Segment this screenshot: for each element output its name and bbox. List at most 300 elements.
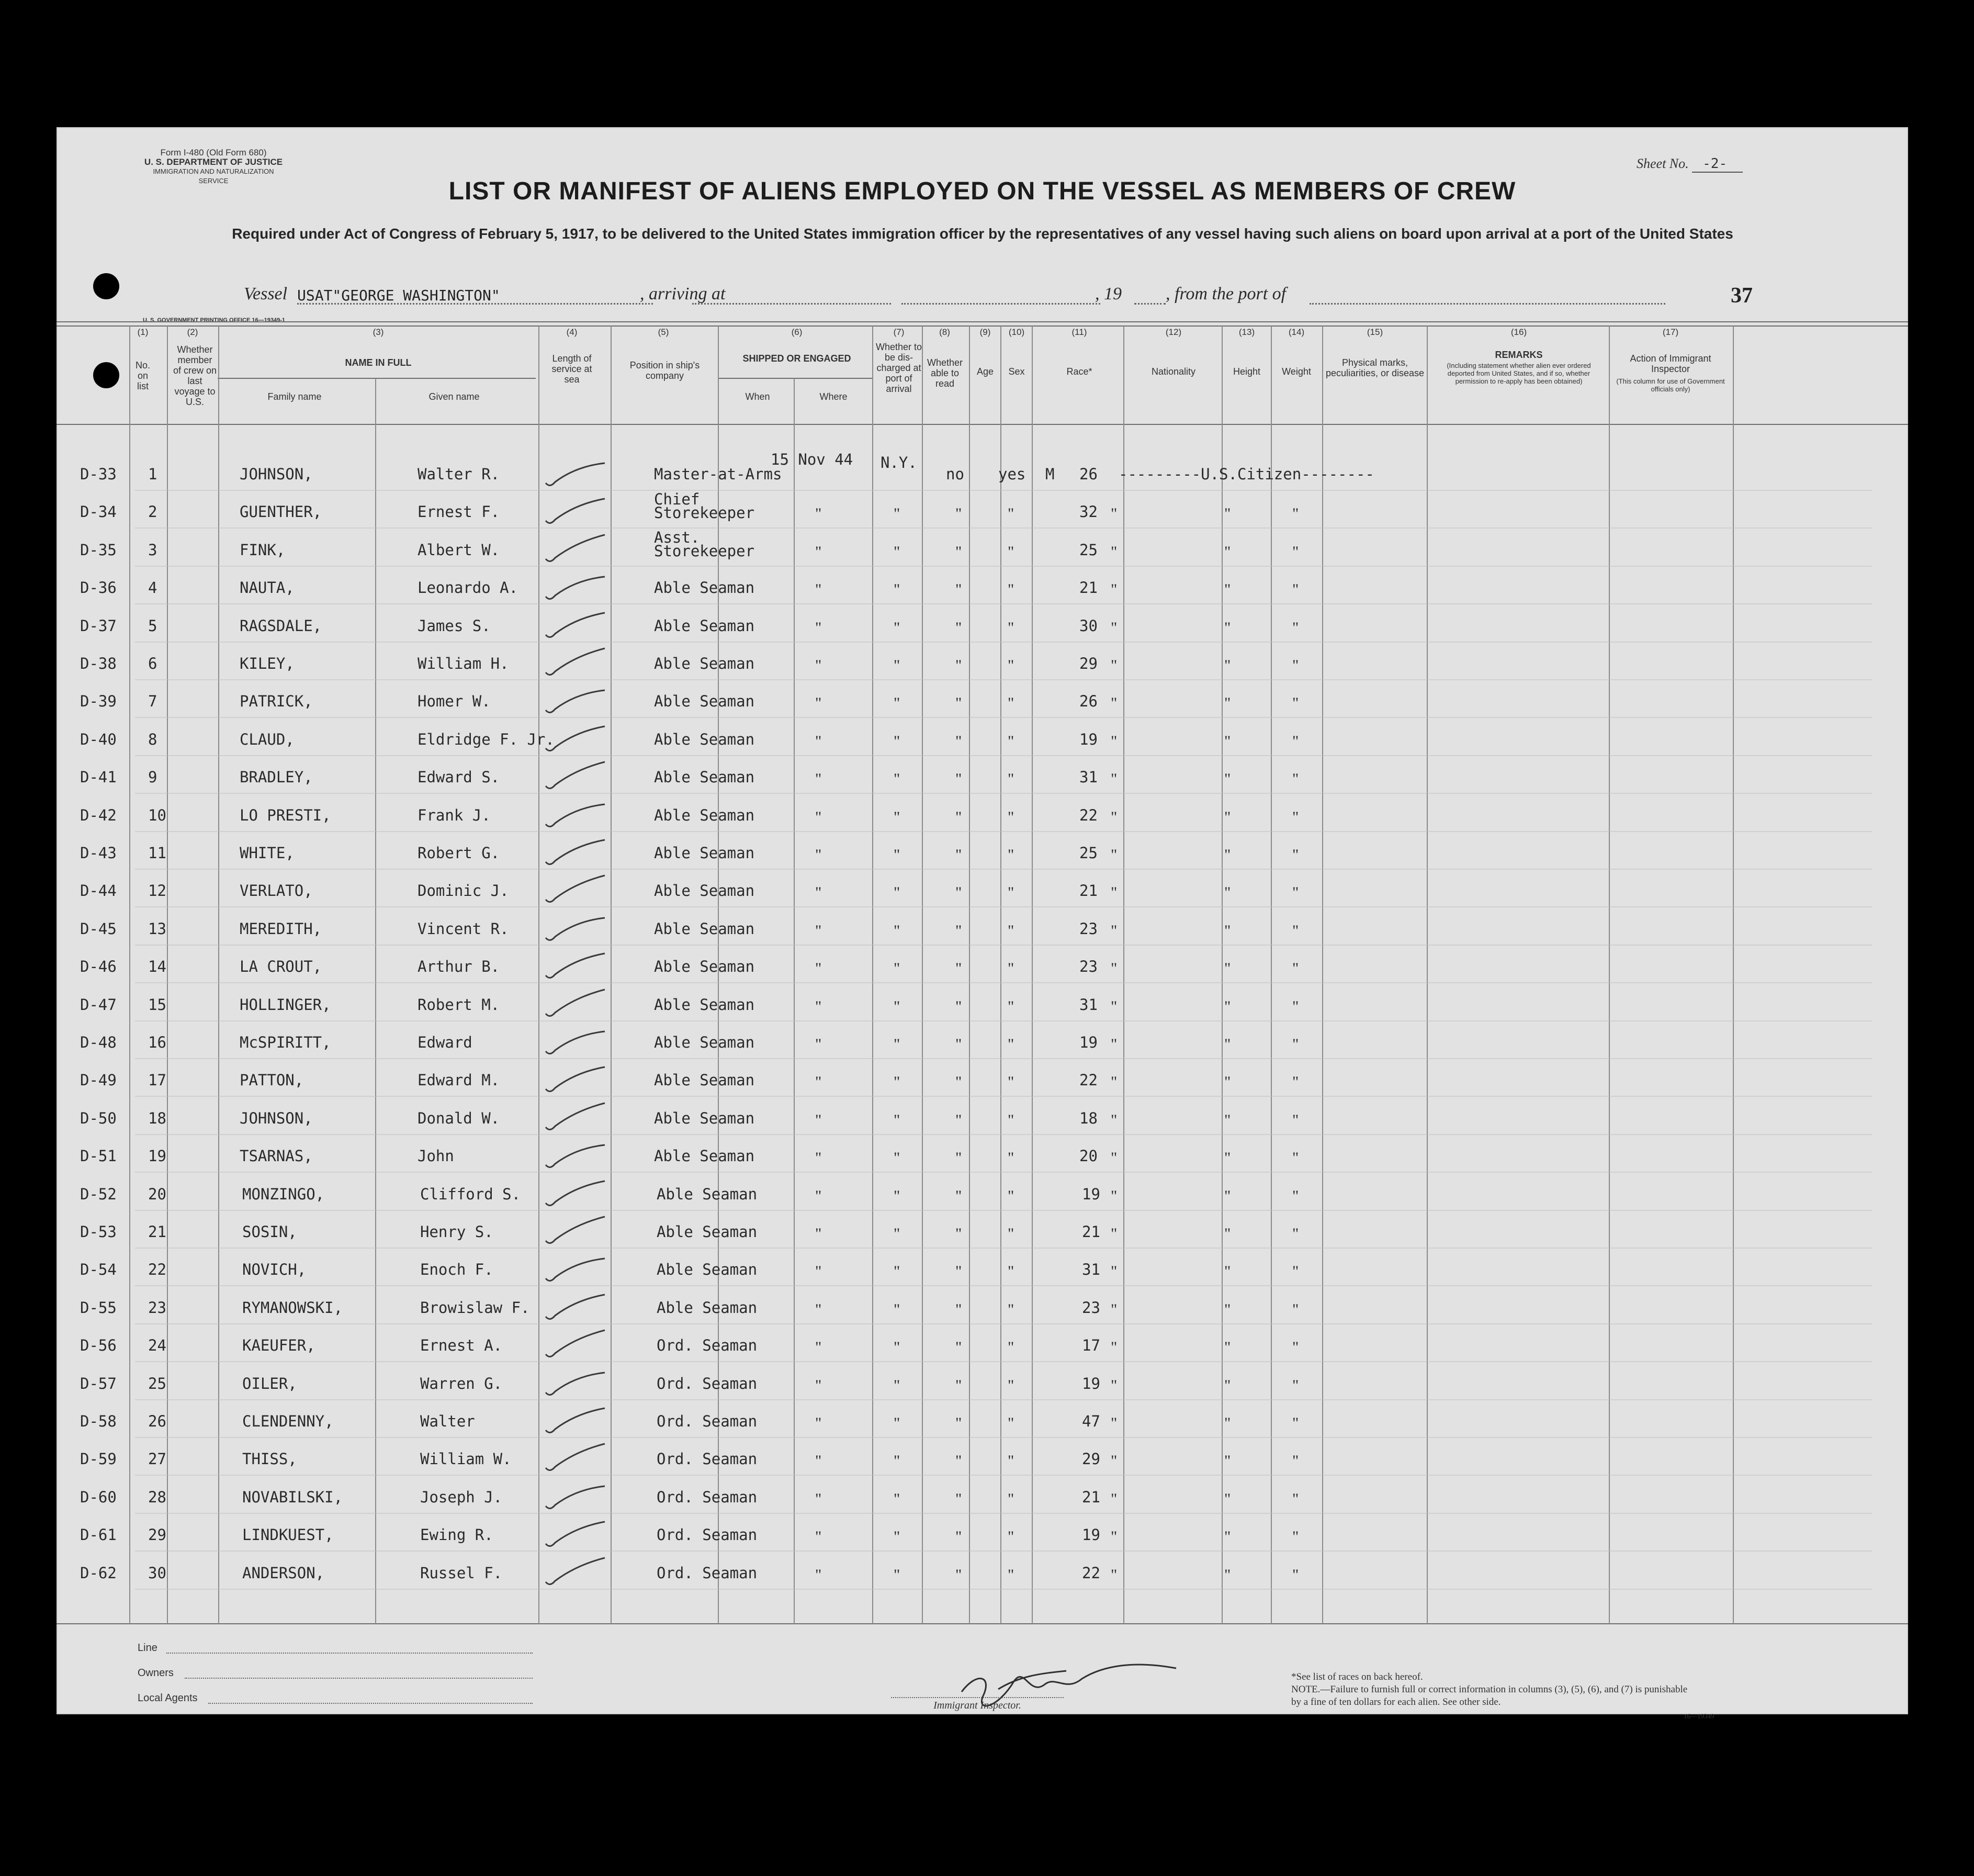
sex-ditto: "	[1111, 1149, 1118, 1166]
when-ditto: "	[815, 543, 822, 560]
sex-ditto: "	[1111, 1187, 1118, 1205]
row-id: D-52	[80, 1185, 117, 1203]
age: 25	[1079, 541, 1098, 559]
read-ditto: "	[1008, 808, 1014, 826]
position: Able Seaman	[654, 958, 755, 975]
col13-label: Height	[1233, 366, 1261, 377]
family-name: LA CROUT,	[240, 958, 322, 975]
given-name: Ernest F.	[418, 503, 500, 521]
family-name: NOVICH,	[242, 1261, 307, 1278]
position: Able Seaman	[654, 920, 755, 938]
nationality-ditto-2: "	[1292, 1187, 1299, 1205]
col10-num: (10)	[1008, 327, 1025, 337]
when-ditto: "	[815, 998, 822, 1015]
row-id: D-44	[80, 882, 117, 900]
where-ditto: "	[894, 1377, 900, 1394]
sex-ditto: "	[1111, 1528, 1118, 1545]
discharged-ditto: "	[955, 1073, 962, 1091]
age: 23	[1079, 920, 1098, 938]
discharged-ditto: "	[955, 1149, 962, 1166]
discharged-ditto: "	[955, 1187, 962, 1205]
manifest-sheet	[57, 127, 1908, 1720]
vessel-name-value: USAT"GEORGE WASHINGTON"	[297, 287, 500, 304]
table-row	[57, 647, 1908, 679]
discharged-ditto: "	[955, 694, 962, 712]
table-row	[57, 529, 1908, 565]
when-ditto: "	[815, 1377, 822, 1394]
position: Able Seaman	[654, 1109, 755, 1127]
nationality-ditto-2: "	[1292, 1073, 1299, 1091]
position: Able Seaman	[654, 692, 755, 710]
family-name: JOHNSON,	[240, 1109, 313, 1127]
col13-num: (13)	[1238, 327, 1255, 337]
when-ditto: "	[815, 960, 822, 977]
read-ditto: "	[1008, 1490, 1014, 1508]
family-name: KILEY,	[240, 655, 295, 672]
table-row	[57, 874, 1908, 906]
read-ditto: "	[1008, 543, 1014, 560]
when-ditto: "	[815, 1111, 822, 1129]
read-ditto: "	[1008, 846, 1014, 863]
where-ditto: "	[894, 922, 900, 939]
row-number: 12	[148, 882, 166, 900]
row-id: D-54	[80, 1261, 117, 1278]
position: Ord. Seaman	[657, 1488, 758, 1506]
age: 19	[1082, 1526, 1100, 1544]
position: Able Seaman	[654, 806, 755, 824]
given-name: Walter R.	[418, 465, 500, 483]
col10-label: Sex	[1008, 366, 1025, 377]
sex-ditto: "	[1111, 1452, 1118, 1469]
row-number: 5	[148, 617, 157, 635]
nationality-ditto: "	[1224, 733, 1231, 750]
nationality-ditto: "	[1224, 1377, 1231, 1394]
family-name: KAEUFER,	[242, 1336, 315, 1354]
given-name: Donald W.	[418, 1109, 500, 1127]
when-ditto: "	[815, 1149, 822, 1166]
family-name: MEREDITH,	[240, 920, 322, 938]
sex-ditto: "	[1111, 770, 1118, 788]
position: Master-at-Arms	[654, 465, 782, 483]
table-row	[57, 837, 1908, 868]
nationality-ditto-2: "	[1292, 884, 1299, 901]
given-name: William W.	[420, 1450, 512, 1468]
row-number: 9	[148, 768, 157, 786]
page-subtitle: Required under Act of Congress of February 5, 1917, to be delivered to the United States immigration officer by the representatives of any vessel having such aliens on board upon arrival at a port of the United States	[232, 226, 1733, 242]
sex-ditto: "	[1111, 998, 1118, 1015]
nationality-ditto-2: "	[1292, 1377, 1299, 1394]
table-row	[57, 1443, 1908, 1474]
family-name: RAGSDALE,	[240, 617, 322, 635]
nationality-ditto-2: "	[1292, 1452, 1299, 1469]
nationality-ditto-2: "	[1292, 998, 1299, 1015]
form-code: 16—19349	[1684, 1712, 1714, 1720]
nationality-ditto-2: "	[1292, 657, 1299, 674]
row-id: D-48	[80, 1034, 117, 1051]
where-ditto: "	[894, 1073, 900, 1091]
discharged-ditto: "	[955, 619, 962, 636]
position: Ord. Seaman	[657, 1412, 758, 1430]
discharged-ditto: "	[955, 1528, 962, 1545]
table-row	[57, 1329, 1908, 1361]
nationality-ditto: "	[1224, 543, 1231, 560]
row-id: D-46	[80, 958, 117, 975]
family-name: WHITE,	[240, 844, 295, 862]
discharged-ditto: "	[955, 543, 962, 560]
given-name: William H.	[418, 655, 509, 672]
read-ditto: "	[1008, 1414, 1014, 1432]
nationality-ditto: "	[1224, 1073, 1231, 1091]
col5-num: (5)	[658, 327, 669, 337]
position: Asst. Storekeeper	[654, 529, 755, 560]
where-ditto: "	[894, 1263, 900, 1280]
discharged-ditto: "	[955, 733, 962, 750]
nationality-ditto-2: "	[1292, 1414, 1299, 1432]
row-id: D-50	[80, 1109, 117, 1127]
table-row	[57, 1216, 1908, 1247]
row-id: D-35	[80, 541, 117, 559]
shipped-when: 15 Nov 44	[771, 451, 853, 468]
nationality-ditto-2: "	[1292, 1263, 1299, 1280]
nationality-ditto: "	[1224, 1490, 1231, 1508]
when-ditto: "	[815, 1490, 822, 1508]
table-row	[57, 1064, 1908, 1095]
read-ditto: "	[1008, 1377, 1014, 1394]
position: Able Seaman	[654, 882, 755, 900]
sex-ditto: "	[1111, 846, 1118, 863]
discharged-ditto: "	[955, 1301, 962, 1318]
read-ditto: "	[1008, 1301, 1014, 1318]
row-id: D-34	[80, 503, 117, 521]
discharged-ditto: "	[955, 505, 962, 522]
read-ditto: "	[1008, 694, 1014, 712]
given-name: Dominic J.	[418, 882, 509, 900]
nationality-ditto-2: "	[1292, 1036, 1299, 1053]
row-id: D-56	[80, 1336, 117, 1354]
row-id: D-62	[80, 1564, 117, 1582]
age: 19	[1079, 731, 1098, 748]
form-number: Form I-480 (Old Form 680)	[160, 148, 267, 158]
nationality-ditto: "	[1224, 1111, 1231, 1129]
family-name: CLAUD,	[240, 731, 295, 748]
nationality-ditto-2: "	[1292, 733, 1299, 750]
sex: M	[1045, 465, 1055, 483]
family-name: McSPIRITT,	[240, 1034, 331, 1051]
when-ditto: "	[815, 505, 822, 522]
read-ditto: "	[1008, 998, 1014, 1015]
sheet-number-value: -2-	[1692, 156, 1743, 173]
col1-label: No. on list	[135, 360, 150, 391]
age: 21	[1082, 1223, 1100, 1241]
age: 19	[1082, 1375, 1100, 1392]
year-line	[1134, 303, 1166, 305]
row-id: D-49	[80, 1071, 117, 1089]
read-ditto: "	[1008, 1263, 1014, 1280]
row-id: D-40	[80, 731, 117, 748]
sex-ditto: "	[1111, 1073, 1118, 1091]
given-name: Walter	[420, 1412, 475, 1430]
given-name: Clifford S.	[420, 1185, 521, 1203]
col5-label: Position in ship's company	[629, 360, 700, 381]
row-number: 27	[148, 1450, 166, 1468]
row-number: 20	[148, 1185, 166, 1203]
position: Able Seaman	[654, 996, 755, 1014]
discharged-ditto: "	[955, 1452, 962, 1469]
col3-label: NAME IN FULL	[345, 357, 412, 368]
row-id: D-36	[80, 579, 117, 597]
discharged-ditto: "	[955, 581, 962, 598]
row-number: 8	[148, 731, 157, 748]
nationality-ditto: "	[1224, 922, 1231, 939]
given-name: Warren G.	[420, 1375, 503, 1392]
table-row	[57, 1557, 1908, 1588]
family-name: FINK,	[240, 541, 286, 559]
table-row	[57, 610, 1908, 641]
family-name: TSARNAS,	[240, 1147, 313, 1165]
nationality-ditto-2: "	[1292, 543, 1299, 560]
position: Able Seaman	[657, 1299, 758, 1317]
nationality-ditto: "	[1224, 846, 1231, 863]
discharged-ditto: "	[955, 1490, 962, 1508]
read-ditto: "	[1008, 1452, 1014, 1469]
owners-label: Owners	[138, 1667, 174, 1679]
col6-where: Where	[819, 391, 848, 402]
row-number: 30	[148, 1564, 166, 1582]
row-id: D-55	[80, 1299, 117, 1317]
col2-num: (2)	[187, 327, 198, 337]
col4-num: (4)	[566, 327, 578, 337]
family-name: HOLLINGER,	[240, 996, 331, 1014]
family-name: NAUTA,	[240, 579, 295, 597]
where-ditto: "	[894, 505, 900, 522]
vessel-name	[297, 287, 653, 304]
table-row	[57, 685, 1908, 716]
table-row	[57, 1405, 1908, 1436]
read-ditto: "	[1008, 657, 1014, 674]
col16-sub: (Including statement whether alien ever ordered deported from United States, and if so, whether permission to re-apply has been obtained)	[1447, 362, 1591, 385]
given-name: Arthur B.	[418, 958, 500, 975]
given-name: Edward M.	[418, 1071, 500, 1089]
where-ditto: "	[894, 543, 900, 560]
col8-num: (8)	[939, 327, 950, 337]
given-name: Edward S.	[418, 768, 500, 786]
given-name: James S.	[418, 617, 491, 635]
sex-ditto: "	[1111, 1414, 1118, 1432]
age: 26	[1079, 465, 1098, 483]
row-id: D-47	[80, 996, 117, 1014]
sheet-number-label: Sheet No.	[1637, 156, 1689, 171]
age: 18	[1079, 1109, 1098, 1127]
col9-label: Age	[976, 366, 994, 377]
nationality-ditto: "	[1224, 619, 1231, 636]
row-number: 13	[148, 920, 166, 938]
where-ditto: "	[894, 884, 900, 901]
age: 29	[1079, 655, 1098, 672]
discharged-ditto: "	[955, 884, 962, 901]
nationality-ditto: "	[1224, 1452, 1231, 1469]
position: Ord. Seaman	[657, 1450, 758, 1468]
sex-ditto: "	[1111, 884, 1118, 901]
read-ditto: "	[1008, 505, 1014, 522]
sex-ditto: "	[1111, 1566, 1118, 1583]
discharged-ditto: "	[955, 808, 962, 826]
nationality-ditto-2: "	[1292, 619, 1299, 636]
read-ditto: "	[1008, 884, 1014, 901]
nationality-ditto: "	[1224, 1528, 1231, 1545]
read-ditto: "	[1008, 1149, 1014, 1166]
where-ditto: "	[894, 694, 900, 712]
col14-num: (14)	[1288, 327, 1305, 337]
row-number: 15	[148, 996, 166, 1014]
row-number: 22	[148, 1261, 166, 1278]
table-row	[57, 1481, 1908, 1512]
nationality-ditto: "	[1224, 1036, 1231, 1053]
discharged-ditto: "	[955, 1111, 962, 1129]
col6-when: When	[745, 391, 770, 402]
age: 21	[1079, 882, 1098, 900]
table-row	[57, 799, 1908, 830]
given-name: Robert G.	[418, 844, 500, 862]
table-row	[57, 913, 1908, 944]
col3-family: Family name	[267, 391, 322, 402]
row-number: 10	[148, 806, 166, 824]
sex-ditto: "	[1111, 1377, 1118, 1394]
nationality-ditto: "	[1224, 657, 1231, 674]
position: Able Seaman	[654, 617, 755, 635]
when-ditto: "	[815, 694, 822, 712]
nationality-ditto-2: "	[1292, 922, 1299, 939]
row-id: D-60	[80, 1488, 117, 1506]
given-name: John	[418, 1147, 454, 1165]
col11-num: (11)	[1071, 327, 1087, 337]
read-ditto: "	[1008, 1528, 1014, 1545]
row-number: 11	[148, 844, 166, 862]
where-ditto: "	[894, 1414, 900, 1432]
family-name: OILER,	[242, 1375, 297, 1392]
where-ditto: "	[894, 657, 900, 674]
col17-sub: (This column for use of Government officials only)	[1616, 377, 1725, 393]
age: 20	[1079, 1147, 1098, 1165]
sex-ditto: "	[1111, 1301, 1118, 1318]
arriving-line-2	[901, 303, 1100, 305]
where-ditto: "	[894, 1111, 900, 1129]
vessel-label: Vessel	[244, 284, 288, 304]
position: Able Seaman	[654, 1071, 755, 1089]
where-ditto: "	[894, 998, 900, 1015]
discharged-ditto: "	[955, 922, 962, 939]
table-row	[57, 1367, 1908, 1399]
nationality-ditto: "	[1224, 1566, 1231, 1583]
where-ditto: "	[894, 846, 900, 863]
nationality-ditto-2: "	[1292, 846, 1299, 863]
sex-ditto: "	[1111, 1036, 1118, 1053]
age: 19	[1082, 1185, 1100, 1203]
able-to-read: yes	[998, 465, 1026, 483]
row-number: 19	[148, 1147, 166, 1165]
nationality-ditto-2: "	[1292, 1111, 1299, 1129]
row-number: 4	[148, 579, 157, 597]
read-ditto: "	[1008, 581, 1014, 598]
given-name: Eldridge F. Jr.	[418, 731, 555, 748]
family-name: GUENTHER,	[240, 503, 322, 521]
given-name: Frank J.	[418, 806, 491, 824]
inspector-label: Immigrant Inspector.	[933, 1700, 1021, 1711]
age: 17	[1082, 1336, 1100, 1354]
position: Able Seaman	[657, 1185, 758, 1203]
table-row	[57, 950, 1908, 982]
nationality-ditto-2: "	[1292, 1301, 1299, 1318]
read-ditto: "	[1008, 733, 1014, 750]
where-ditto: "	[894, 1149, 900, 1166]
when-ditto: "	[815, 657, 822, 674]
given-name: Enoch F.	[420, 1261, 493, 1278]
position: Able Seaman	[654, 655, 755, 672]
where-ditto: "	[894, 1225, 900, 1242]
arriving-label: , arriving at	[640, 284, 726, 304]
when-ditto: "	[815, 846, 822, 863]
row-id: D-58	[80, 1412, 117, 1430]
age: 21	[1079, 579, 1098, 597]
col6-num: (6)	[791, 327, 803, 337]
where-ditto: "	[894, 1490, 900, 1508]
where-ditto: "	[894, 1452, 900, 1469]
row-number: 18	[148, 1109, 166, 1127]
table-row	[57, 988, 1908, 1020]
family-name: SOSIN,	[242, 1223, 297, 1241]
position: Chief Storekeeper	[654, 490, 755, 522]
sex-ditto: "	[1111, 922, 1118, 939]
where-ditto: "	[894, 733, 900, 750]
sex-ditto: "	[1111, 808, 1118, 826]
family-name: CLENDENNY,	[242, 1412, 334, 1430]
position: Ord. Seaman	[657, 1526, 758, 1544]
discharged-ditto: "	[955, 1339, 962, 1356]
local-agents-label: Local Agents	[138, 1692, 198, 1704]
nationality-ditto-2: "	[1292, 960, 1299, 977]
sex-ditto: "	[1111, 657, 1118, 674]
races-note: *See list of races on back hereof.	[1291, 1671, 1423, 1682]
sex-ditto: "	[1111, 1225, 1118, 1242]
age: 25	[1079, 844, 1098, 862]
discharged-ditto: "	[955, 1263, 962, 1280]
service-name: IMMIGRATION AND NATURALIZATION SERVICE	[153, 167, 274, 185]
age: 19	[1079, 1034, 1098, 1051]
sheet-number	[1637, 156, 1743, 172]
discharged-ditto: "	[955, 770, 962, 788]
age: 22	[1082, 1564, 1100, 1582]
nationality-ditto-2: "	[1292, 808, 1299, 826]
col3-given: Given name	[428, 391, 480, 402]
when-ditto: "	[815, 1528, 822, 1545]
shipped-where: N.Y.	[881, 454, 917, 471]
nationality-ditto: "	[1224, 1187, 1231, 1205]
col14-label: Weight	[1282, 366, 1311, 377]
row-id: D-42	[80, 806, 117, 824]
nationality-ditto-2: "	[1292, 1339, 1299, 1356]
read-ditto: "	[1008, 619, 1014, 636]
read-ditto: "	[1008, 1566, 1014, 1583]
col16-num: (16)	[1510, 327, 1527, 337]
family-name: ANDERSON,	[242, 1564, 325, 1582]
table-row	[57, 571, 1908, 603]
row-id: D-61	[80, 1526, 117, 1544]
table-row	[57, 1102, 1908, 1133]
table-row	[57, 1178, 1908, 1209]
sex-ditto: "	[1111, 733, 1118, 750]
vessel-name-line	[297, 303, 653, 305]
nationality-ditto: "	[1224, 998, 1231, 1015]
row-id: D-39	[80, 692, 117, 710]
